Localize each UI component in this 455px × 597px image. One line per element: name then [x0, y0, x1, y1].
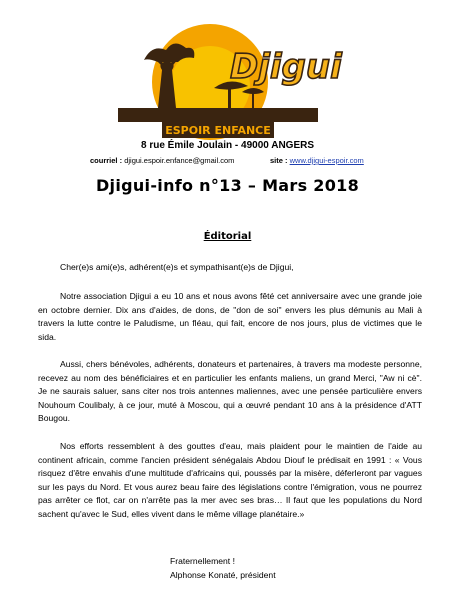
- paragraph-3: Nos efforts ressemblent à des gouttes d'eau, mais plaident pour le maintien de l'aide au continent africain, comme l'ancien président sénégalais Abdou Diouf le prédisait en 1991 : « Vous risquez d'être envahis d'une multitude d'africains qui, poussés par la misère, déferleront par vagues sur les pays du Nord. Et vous aurez beau faire des législations contre l'émigration, vous ne pourrez pas arrêter ce flot, car on n'arrête pas la mer avec ses bras… Il faut que les populations du Nord sachent qu'avec le Sud, elles vivent dans le même village planétaire.»: [38, 441, 422, 519]
- paragraph-greeting: Cher(e)s ami(e)s, adhérent(e)s et sympathisant(e)s de Djigui,: [60, 262, 294, 272]
- site-label: site :: [270, 156, 288, 165]
- email-label: courriel :: [90, 156, 123, 165]
- logo-banner: ESPOIR ENFANCE: [165, 124, 271, 137]
- paragraph-1: Notre association Djigui a eu 10 ans et nous avons fêté cet anniversaire avec une grande joie en octobre dernier. Dix ans d'aides, de dons, de "don de soi" envers les plus démunis au Mali à travers la lutte contre le Paludisme, un fléau, qui fait, encore de nos jours, plus de victimes que le sida.: [38, 291, 422, 342]
- address: 8 rue Émile Joulain - 49000 ANGERS: [140, 140, 315, 151]
- signature: Alphonse Konaté, président: [170, 570, 276, 580]
- logo-name: Djigui: [230, 47, 342, 87]
- ground-shape: [118, 108, 318, 122]
- site-line: [270, 156, 364, 165]
- email-line: [90, 156, 234, 165]
- closing: Fraternellement !: [170, 556, 235, 566]
- section-heading: Éditorial: [203, 231, 252, 242]
- newsletter-title: Djigui-info n°13 – Mars 2018: [95, 176, 360, 195]
- email-link[interactable]: djigui.espoir.enfance@gmail.com: [124, 156, 235, 165]
- djigui-logo: [118, 4, 342, 144]
- paragraph-2: Aussi, chers bénévoles, adhérents, donateurs et partenaires, à travers ma modeste personne, recevez au nom des bénéficiaires et en particulier les enfants maliens, un grand Merci, "Aw ni cè". Je ne saurais saluer, sans citer nos trois antennes maliennes, avec une pensée particulière envers Nouhoum Coulibaly, à ce jour, muté à Moscou, qui a œuvré pendant 10 ans à la présidence d'ATT Bougou.: [38, 359, 422, 424]
- site-link[interactable]: www.djigui-espoir.com: [289, 156, 364, 165]
